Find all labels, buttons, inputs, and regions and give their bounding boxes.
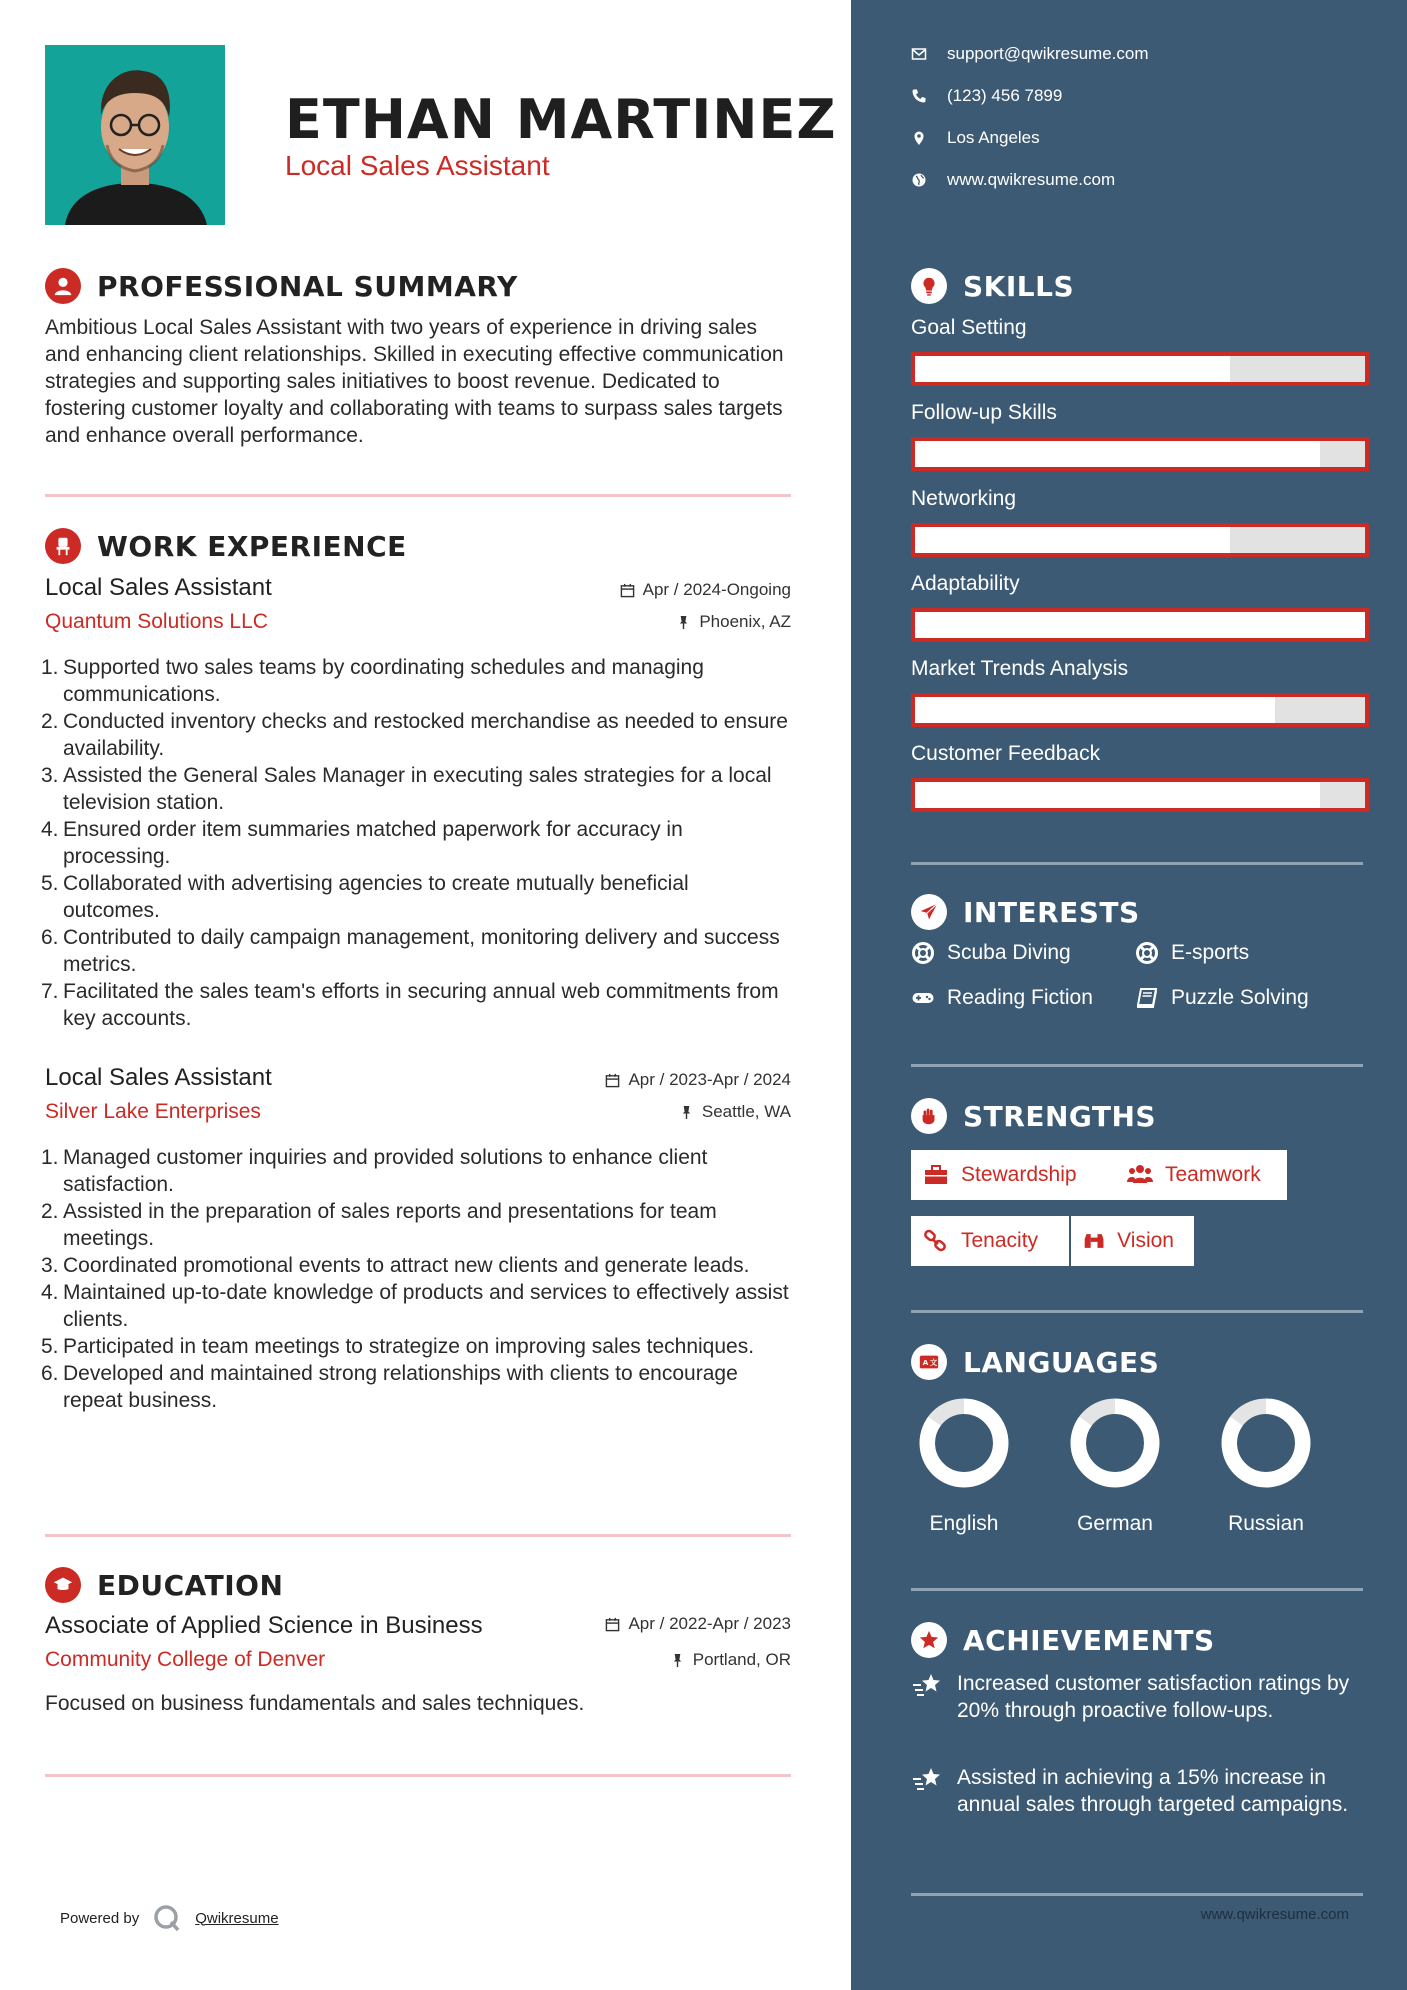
skill-bar [911,693,1369,727]
language-item [1211,1395,1321,1536]
location-text: Los Angeles [947,128,1040,147]
skill-label: Goal Setting [911,316,1027,339]
degree: Associate of Applied Science in Business [45,1612,483,1639]
job-location [676,612,791,632]
skill-fill [915,697,1275,723]
list-item: 6. Developed and maintained strong relationships with clients to encourage repeat business. [41,1362,738,1412]
job-location-text: Seattle, WA [701,1102,791,1121]
section-divider [45,494,791,497]
skill-item [911,487,1369,557]
skill-label: Market Trends Analysis [911,657,1129,680]
footer-website[interactable]: www.qwikresume.com [1200,1906,1349,1923]
education-entry [45,1612,791,1722]
interests-title: INTERESTS [963,895,1140,929]
achievements-title: ACHIEVEMENTS [963,1623,1215,1657]
job-role: Local Sales Assistant [45,1064,272,1091]
book-icon [1135,986,1159,1010]
life-ring-icon [1135,941,1159,965]
summary-text: Ambitious Local Sales Assistant with two years of experience in driving sales and enhancing client relationships. Skilled in executing effective communication strategies and supporting sales initiatives to boost revenue. Dedicated to fostering customer loyalty and collaborating with teams to surpass sales targets and enhance overall performance. [45,316,784,447]
skill-label: Adaptability [911,572,1020,595]
job-entry [41,1064,791,1484]
achievements-heading [911,1622,1215,1658]
sidebar [851,0,1407,1990]
gamepad-icon [911,986,935,1010]
svg-text:A: A [922,1358,929,1368]
education-location [670,1650,791,1670]
section-divider [911,1064,1363,1067]
section-divider [911,1893,1363,1896]
list-item: 6. Contributed to daily campaign management, monitoring delivery and success metrics. [41,926,780,976]
strength-label: Vision [1117,1229,1174,1252]
strengths-heading [911,1098,1156,1134]
life-ring-icon [911,941,935,965]
envelope-icon [911,46,927,62]
skills-heading [911,268,1074,304]
skill-bar [911,437,1369,471]
education-description: Focused on business fundamentals and sales techniques. [45,1692,585,1715]
graduation-icon [45,1567,81,1603]
skill-fill [915,356,1230,382]
language-label: German [1077,1512,1153,1535]
languages-title: LANGUAGES [963,1345,1160,1379]
language-donut [1218,1395,1314,1491]
list-item: 3. Assisted the General Sales Manager in executing sales strategies for a local television station. [41,764,772,814]
list-item: 7. Facilitated the sales team's efforts in securing annual web commitments from key accounts. [41,980,779,1030]
interests-heading [911,894,1140,930]
skill-bar [911,523,1369,557]
job-date-text: Apr / 2023-Apr / 2024 [628,1070,791,1089]
email-text: support@qwikresume.com [947,44,1149,63]
website-text: www.qwikresume.com [947,170,1116,189]
powered-by [60,1904,279,1932]
language-icon [911,1344,947,1380]
achievement-text: Increased customer satisfaction ratings by 20% through proactive follow-ups. [957,1672,1350,1722]
education-date [605,1614,791,1634]
skill-fill [915,441,1320,467]
skill-item [911,401,1369,471]
school: Community College of Denver [45,1648,326,1671]
qwikresume-logo-icon [153,1904,181,1932]
job-date [605,1070,791,1090]
chair-icon [45,528,81,564]
skill-bar [911,778,1369,812]
binoculars-icon [1083,1229,1105,1253]
pin-icon [676,615,691,630]
experience-heading [45,528,407,564]
language-label: English [929,1512,999,1535]
strength-tag [1071,1216,1194,1266]
language-donut [1067,1395,1163,1491]
section-divider [45,1774,791,1777]
interest-item [1135,986,1309,1010]
link-icon [923,1229,949,1253]
achievement-item [911,1764,1371,1818]
list-item: 4. Ensured order item summaries matched paperwork for accuracy in processing. [41,818,683,868]
calendar-icon [605,1617,620,1632]
interest-label: Reading Fiction [947,986,1093,1009]
summary-heading [45,268,518,304]
pin-icon [670,1653,685,1668]
contact-location [911,128,1040,148]
interest-item [1135,941,1249,965]
phone-text: (123) 456 7899 [947,86,1063,105]
list-item: 3. Coordinated promotional events to attract new clients and generate leads. [41,1254,750,1277]
job-date-text: Apr / 2024-Ongoing [642,580,791,599]
list-item: 5. Collaborated with advertising agencies to create mutually beneficial outcomes. [41,872,689,922]
powered-by-label: Powered by [60,1909,140,1927]
job-duties [41,1144,791,1414]
achievement-item [911,1670,1371,1724]
skill-item [911,742,1369,812]
job-location [679,1102,791,1122]
list-item: 1. Managed customer inquiries and provided solutions to enhance client satisfaction. [41,1146,708,1196]
paper-plane-icon [911,894,947,930]
skill-bar [911,352,1369,386]
candidate-name: ETHAN MARTINEZ [285,88,837,151]
contact-email[interactable] [911,44,1149,64]
language-item [909,1395,1019,1536]
phone-icon [911,88,927,104]
list-item: 2. Assisted in the preparation of sales reports and presentations for team meetings. [41,1200,717,1250]
skill-label: Networking [911,487,1017,510]
globe-icon [911,172,927,188]
language-label: Russian [1228,1512,1304,1535]
contact-website[interactable] [911,170,1115,190]
interest-label: E-sports [1171,941,1250,964]
summary-title: PROFESSIONAL SUMMARY [97,269,518,303]
list-item: 2. Conducted inventory checks and restocked merchandise as needed to ensure availability. [41,710,788,760]
section-divider [911,1588,1363,1591]
star-icon [911,1622,947,1658]
list-item: 4. Maintained up-to-date knowledge of products and services to effectively assist clients. [41,1281,789,1331]
skill-item [911,316,1369,386]
list-item: 5. Participated in team meetings to strategize on improving sales techniques. [41,1335,755,1358]
strength-label: Stewardship [961,1163,1077,1186]
map-marker-icon [911,130,927,146]
calendar-icon [605,1073,620,1088]
fist-icon [911,1098,947,1134]
job-location-text: Phoenix, AZ [699,612,791,631]
shooting-star-icon [911,1766,943,1794]
job-company: Quantum Solutions LLC [45,610,268,633]
skill-fill [915,527,1230,553]
pin-icon [679,1105,694,1120]
skills-title: SKILLS [963,269,1075,303]
interest-label: Scuba Diving [947,941,1071,964]
strength-tag [911,1216,1069,1266]
strengths-title: STRENGTHS [963,1099,1157,1133]
job-date [620,580,791,600]
language-donut [916,1395,1012,1491]
lightbulb-icon [911,268,947,304]
strength-tag [1115,1150,1287,1200]
section-divider [911,862,1363,865]
interest-label: Puzzle Solving [1171,986,1309,1009]
skill-fill [915,612,1365,638]
experience-title: WORK EXPERIENCE [97,529,407,563]
education-heading [45,1567,283,1603]
skill-bar [911,608,1369,642]
job-role: Local Sales Assistant [45,574,272,601]
section-divider [911,1310,1363,1313]
briefcase-icon [923,1163,949,1187]
profile-photo [45,45,225,225]
skill-label: Follow-up Skills [911,401,1057,424]
skill-label: Customer Feedback [911,742,1101,765]
skill-item [911,572,1369,642]
education-location-text: Portland, OR [692,1650,791,1669]
achievement-text: Assisted in achieving a 15% increase in annual sales through targeted campaigns. [957,1766,1349,1816]
education-date-text: Apr / 2022-Apr / 2023 [628,1614,791,1633]
skill-fill [915,782,1320,808]
job-company: Silver Lake Enterprises [45,1100,261,1123]
svg-text:文: 文 [929,1358,938,1368]
job-duties [41,654,791,1032]
language-item [1060,1395,1170,1536]
shooting-star-icon [911,1672,943,1700]
calendar-icon [620,583,635,598]
users-icon [1127,1163,1153,1187]
strength-tag [911,1150,1117,1200]
qwikresume-link[interactable]: Qwikresume [195,1909,279,1927]
job-entry [41,574,791,1034]
list-item: 1. Supported two sales teams by coordinating schedules and managing communications. [41,656,704,706]
skill-item [911,657,1369,727]
languages-heading [911,1344,1159,1380]
strength-label: Teamwork [1165,1163,1261,1186]
strength-label: Tenacity [961,1229,1039,1252]
interest-item [911,986,1093,1010]
contact-phone[interactable] [911,86,1062,106]
education-title: EDUCATION [97,1568,284,1602]
user-icon [45,268,81,304]
interest-item [911,941,1071,965]
section-divider [45,1534,791,1537]
candidate-title: Local Sales Assistant [285,150,550,181]
